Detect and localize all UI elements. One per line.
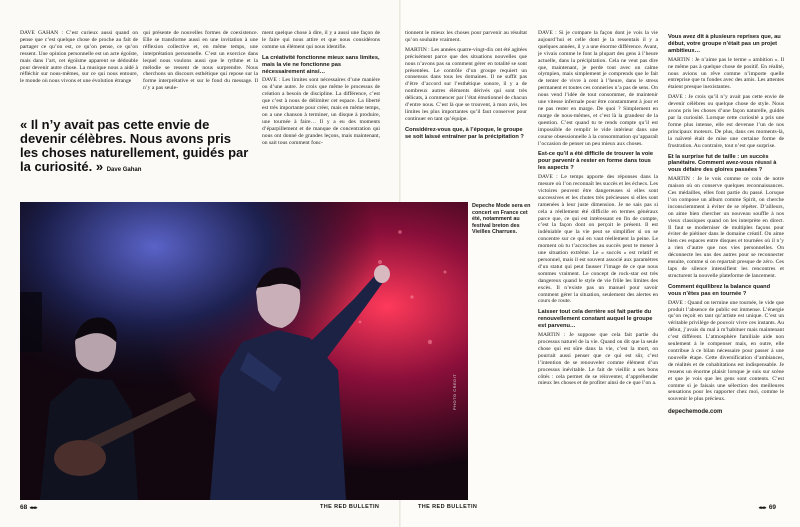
column-1: [20, 30, 138, 112]
col5-text-3: MARTIN : Je suppose que cela fait partie du processus naturel de la vie. Quand on dit que la seule chose qui est sûre dans la vie, c’est la mort, on pourrait aussi penser que ce qui est sûr, c’est l’intention de se renouveler comme élément d’un processus inévitable. Le fait de vieillir a ses bons côtés : cela permet de se réinventer, d’appréhender mieux les choses et de profiter ainsi de ce que l’on a.: [538, 332, 658, 387]
col6-question-1: Vous avez dit à plusieurs reprises que, au début, votre groupe n’était pas un projet ambitieux…: [668, 34, 781, 54]
col5-text-1: DAVE : Si je compare la façon dont je vois la vie aujourd’hui et celle dont je la ressentais il y a quelques années, il y a une énorme différence. Avant, je vivais comme le font la plupart des gens à l’heure actuelle, dans la précipitation. Cela ne veut pas dire que, maintenant, je perde tout avec un calme olympien, mais simplement je comprends que le fait de tenter de vivre à cent à l’heure, dans le stress permanent et toutes ces conneries n’a pas de sens. On nous vend l’idée de tout consommer, de maintenir une vitesse infernale pour être constamment à jour et ne pas rester en marge. De quoi ? Simplement en marge de nous-mêmes, et c’est là la grandeur de la question. C’est quand tu te rends compte qu’il est impossible de remplir le vide intérieur dans une course obsessionnelle à la consommation qu’apparaît l’occasion de penser un peu mieux aux choses.: [538, 30, 658, 147]
col5-question-2: Laisser tout cela derrière soi fait partie du renouvellement constant auquel le groupe est parvenu…: [538, 309, 653, 330]
pull-quote-author: Dave Gahan: [106, 167, 142, 173]
col6-text-1: MARTIN : Je n’aime pas le terme « ambition ». Il ne même pas à quelque chose de positif. En réalité, nous avions un rêve comme n’importe quelle entreprise que tu fondes avec des amis. Les attentes étaient presque inexistantes.: [668, 56, 784, 91]
col3-text-1: ment quelque chose à dire, il y a aussi une façon de le faire qui nous attire et que nous considérons comme un élément qui nous identifie.: [262, 30, 380, 50]
page-number-left: [20, 504, 38, 511]
col6-question-2: Et la surprise fut de taille : un succès planétaire. Comment avez-vous réussi à vous défaire des gloires passées ?: [668, 153, 777, 174]
col6-question-3: Comment équilibrez la balance quand vous n’êtes pas en tournée ?: [668, 283, 771, 297]
col2-text: qui présente de nouvelles formes de coexistence. Elle se transforme aussi en une invitation à une réflexion collective et, en même temps, une interprétation personnelle. C’est un exercice dans lequel nous voulons aussi que le rythme et la mélodie se ressent de nous surprendre. Nous cherchons un discours esthétique qui repose sur la forme interprétative et sur le fond du message. Il n’y a pas seule-: [143, 30, 258, 92]
col3-text-2: DAVE : Les limites sont nécessaires d’une manière ou d’une autre. Je crois que même le processus de création a besoin de discipline. La différence, c’est que c’est à nous de délimiter cet espace. La liberté est très importante pour créer, mais en même temps, on a une chanson à terminer, un disque à produire, une tournée à faire… Il y a eu des moments d’éparpillement et de manque de concentration qui nous ont donné de grandes leçons, mais maintenant, on sait tous comment fonc-: [262, 77, 380, 146]
bull-logo-icon: [758, 505, 767, 510]
column-4: [405, 30, 527, 200]
col4-question-1: Considérez-vous que, à l’époque, le groupe se soit laissé entraîner par la précipitation ?: [405, 126, 524, 140]
col4-text-1: tionnent le mieux les choses pour parvenir au résultat qu’on souhaite vraiment.: [405, 30, 527, 43]
page-number-right-text: 69: [768, 504, 777, 511]
col5-question-1: Est-ce qu’il a été difficile de trouver la voie pour parvenir à rester en forme dans tous les aspects ?: [538, 151, 654, 172]
concert-photo: [20, 202, 468, 500]
col6-text-2: DAVE : Je crois qu’il n’y avait pas cette envie de devenir célèbres ou quelque chose de style. Nous avons pris les choses d’une façon naturelle, guidés par la curiosité. Lorsque cette curiosité a pris une forme plus intense, elle est devenue l’un de nos principaux moteurs. De plus, dans ces moments-là, la naïveté était de mise une certaine forme de frustration. Au contraire, tout n’est que surprise.: [668, 94, 784, 149]
pull-quote-text: « Il n’y avait pas cette envie de devenir célèbres. Nous avons pris les choses naturellement, guidés par la curiosité. »: [20, 117, 249, 174]
col5-text-2: DAVE : Le temps apporte des réponses dans la mesure où l’on reconnaît les succès et les échecs. Les victoires peuvent être dangereuses si elles sont successives et les chutes très précieuses si elles sont ramenées à leur juste dimension. Je ne sais pas si cela a réellement été difficile en termes généraux parce que, ce qui est intéressant en fin de compte, c’est la façon dont on perçoit le présent. Il est indéniable que la vie peut se simplifier si on se concentre sur ce qui en vaut réellement la peine. Le moment où tu t’accroches au succès peut te mener à une situation extrême. Le « succès » est relatif et personnel, mais il est souvent associé aux paramètres d’un statut qui peut fausser l’image de ce que nous sommes vraiment. Le concept de rock-star est très dangereux quand le style de vie frôle les limites des excès. Il n’existe pas un manuel pour savoir comment gérer la situation, seulement des alertes en cours de route.: [538, 174, 658, 305]
col3-question-1: La créativité fonctionne mieux sans limites, mais la vie ne fonctionne pas nécessairement ainsi…: [262, 54, 380, 75]
col1-text: DAVE GAHAN : C’est curieux aussi quand on pense que c’est quelque chose de proche au fait de partager ce qu’on est, ce qu’on pense, ce qu’on ressent. Une opinion personnelle est un acte égoïste, mais dans l’art, cet égoïsme apparent se dédouble pour devenir autre chose. La musique nous a aidé à réfléchir sur nous-mêmes, sur ce qui nous entoure, le monde où nous vivons et une évolution étrange: [20, 30, 138, 85]
col6-text-4: DAVE : Quand on termine une tournée, le vide que produit l’absence de public est immense. L’énergie qu’on reçoit en tant qu’artiste est unique. C’est un véritable privilège de pouvoir vivre ces instants. Au début, j’avais du mal à m’habituer mais maintenant c’est différent. L’atmosphère familiale aide non seulement à le compenser mais, en outre, elle contribue à ce bilan nécessaire pour passer à une nouvelle étape. Cette diversification d’ambiances, de réalités et de cohabitations est indispensable. Je ressens un énorme plaisir lorsque je suis sur scène et que je vois que les gens sont contents. C’est comme si je faisais une sélection des meilleures sensations pour les rapporter chez moi, comme le souvenir le plus précieux.: [668, 299, 784, 403]
page-number-right: [758, 504, 776, 511]
page-number-left-text: 68: [20, 504, 28, 511]
bull-logo-icon: [29, 505, 38, 510]
footer-brand-left: THE RED BULLETIN: [320, 504, 380, 510]
column-6: [668, 30, 784, 496]
column-5: [538, 30, 658, 496]
col6-text-3: MARTIN : Je le vois comme ce coin de notre maison où on conserve quelques reconnaissances. Ces médailles, elles font partie du passé. Lorsque l’on compose un album comme Spirit, on cherche inconsciemment à éviter de se répéter. D’ailleurs, on aime bien chercher un nouveau souffle à nos vieux classiques quand on les interprète en direct. Il faut se moderniser de multiples façons pour éviter de piétiner dans le domaine créatif. On aime bien ces espaces entre disques et tournées où il n’y a rien d’autre que nos vies personnelles. On déconnecte les uns des autres pour se reconnecter ensuite, comme si on repartait presque de zéro. Ces laps de silence intensifient les rencontres et structurent la nouvelle plateforme de lancement.: [668, 176, 784, 279]
pull-quote: [20, 118, 250, 177]
photo-credit: PHOTO CREDIT: [452, 373, 457, 410]
column-2: [143, 30, 258, 112]
photo-caption: Depeche Mode sera en concert en France cet été, notamment au festival breton des Vieilles Charrues.: [472, 203, 531, 236]
concert-photo-illustration: [20, 202, 468, 500]
website-link[interactable]: depechemode.com: [668, 409, 723, 416]
footer-brand-right: THE RED BULLETIN: [418, 504, 478, 510]
col4-text-2: MARTIN : Les années quatre-vingt-dix ont été agitées précisément parce que des situations nouvelles que nous n’avons pas su comment gérer en totalité se sont présentées. Le contrôle d’un groupe requiert un consensus dans tous les domaines. Il ne suffit pas d’être d’accord sur l’esthétique sonore, il y a de nombreux autres éléments dérivés qui sont très délicats, à commencer par l’état émotionnel de chacun d’entre nous. C’est là que se trouvent, à mon avis, les limites les plus importantes qu’il faut conserver pour continuer en tant qu’équipe.: [405, 46, 527, 122]
column-3: [262, 30, 380, 196]
